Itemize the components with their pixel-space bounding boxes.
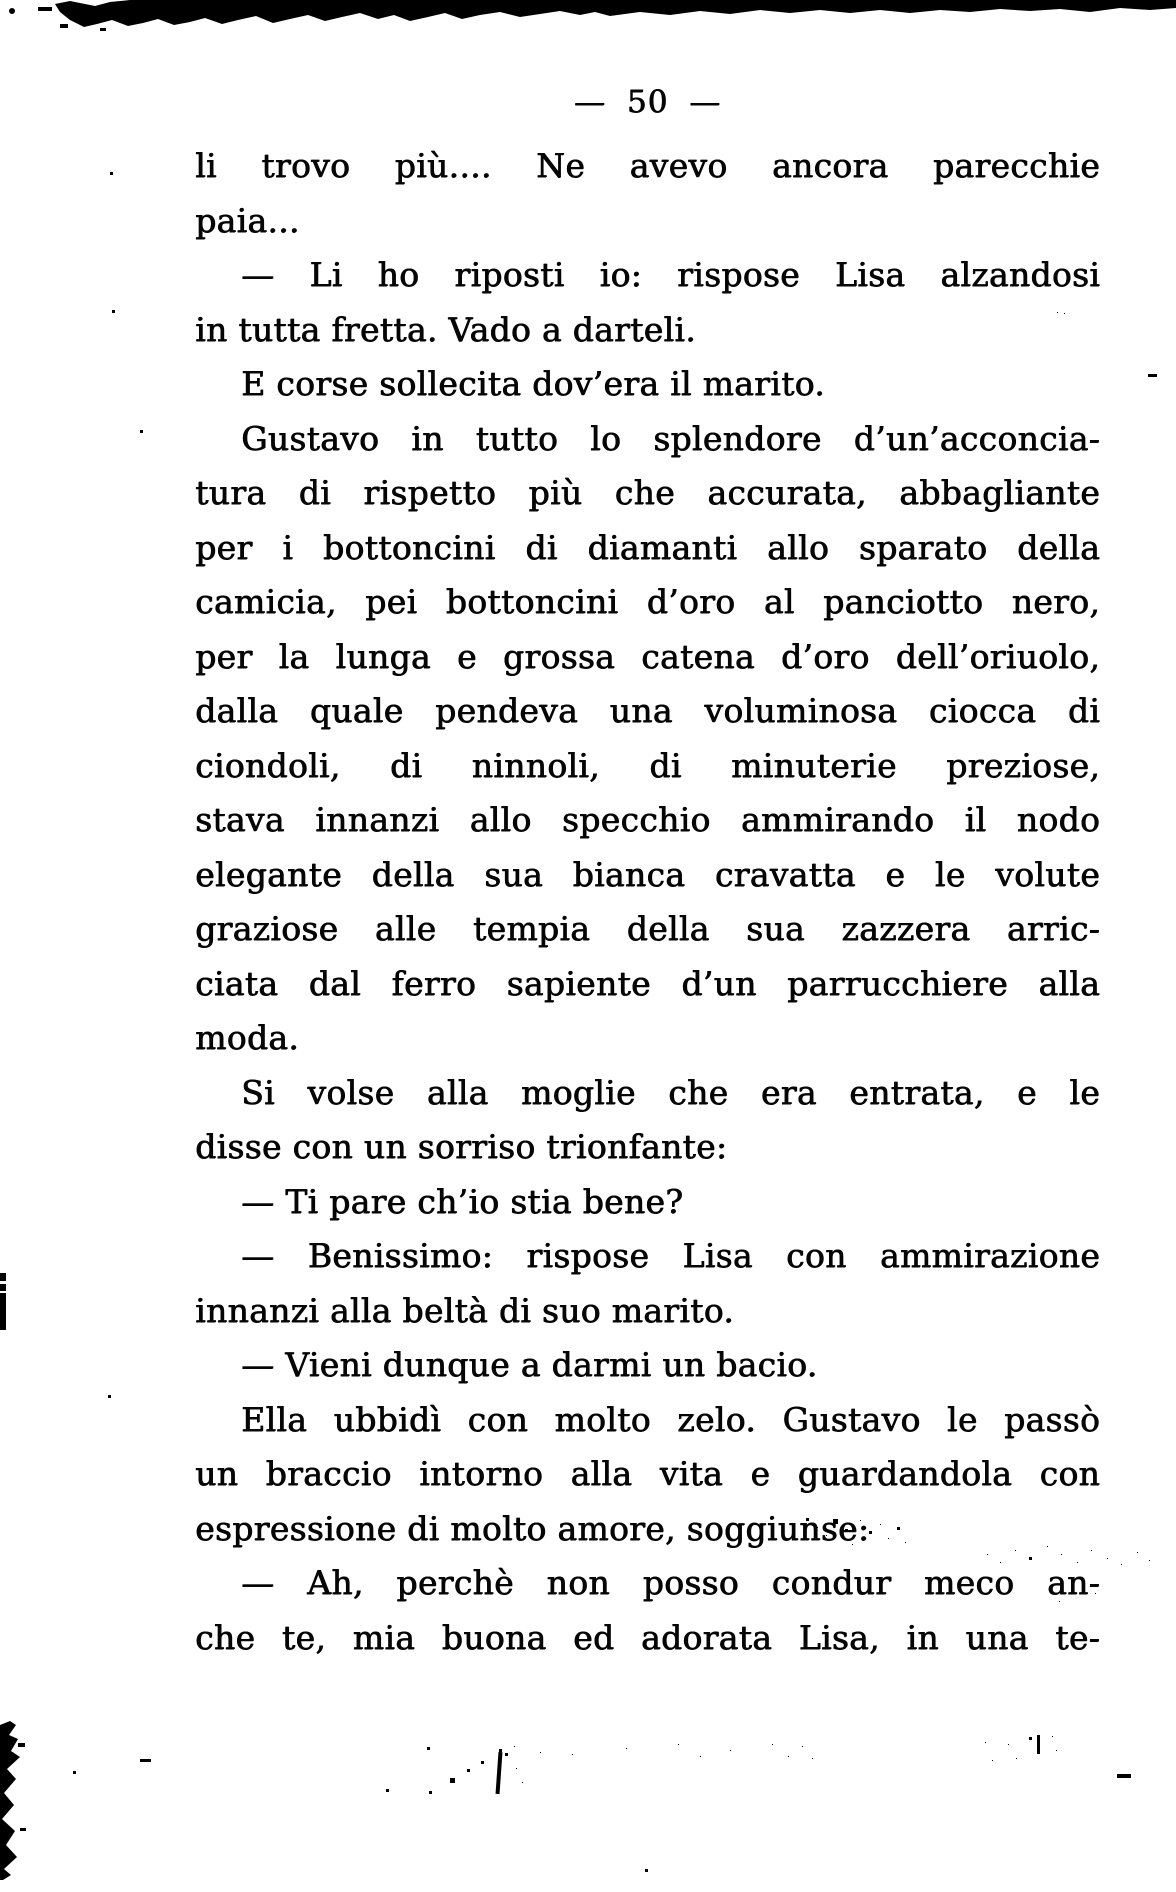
text-line: — Ti pare ch’io stia bene? xyxy=(241,1181,684,1221)
text-line: camicia, pei bottoncini d’oro al panciotto nero, xyxy=(195,582,1100,621)
text-line: graziose alle tempia della sua zazzera arric- xyxy=(195,909,1100,948)
text-line: elegante della sua bianca cravatta e le volute xyxy=(195,854,1100,894)
text-line: Gustavo in tutto lo splendore d’un’acconcia- xyxy=(241,418,1100,458)
scan-artifact xyxy=(1148,374,1157,377)
scan-artifact xyxy=(1037,1735,1040,1751)
text-line: espressione di molto amore, soggiunse: xyxy=(195,1508,870,1548)
ink-blob-artifact xyxy=(0,1713,40,1883)
text-line: ciondoli, di ninnoli, di minuterie preziose, xyxy=(195,745,1100,785)
text-line: Si volse alla moglie che era entrata, e le xyxy=(241,1072,1100,1112)
scan-artifact xyxy=(496,1752,503,1794)
scan-artifact xyxy=(1117,1774,1131,1778)
text-line: in tutta fretta. Vado a darteli. xyxy=(195,309,696,349)
text-block xyxy=(195,139,1100,1665)
text-line: stava innanzi allo specchio ammirando il nodo xyxy=(195,800,1100,839)
scan-artifact xyxy=(0,1284,6,1291)
text-line: li trovo più.... Ne avevo ancora parecchie xyxy=(195,146,1100,185)
scan-artifact xyxy=(0,1273,6,1281)
text-line: per la lunga e grossa catena d’oro dell’oriuolo, xyxy=(195,636,1100,676)
text-line: che te, mia buona ed adorata Lisa, in una te- xyxy=(195,1617,1100,1657)
text-line: un braccio intorno alla vita e guardandola con xyxy=(195,1454,1100,1493)
text-line: innanzi alla beltà di suo marito. xyxy=(195,1290,734,1330)
text-line: moda. xyxy=(195,1018,299,1057)
text-line: — Li ho riposti io: rispose Lisa alzandosi xyxy=(241,255,1100,294)
text-line: — Benissimo: rispose Lisa con ammirazione xyxy=(241,1236,1100,1275)
text-line: ciata dal ferro sapiente d’un parrucchiere alla xyxy=(195,963,1100,1003)
text-line: tura di rispetto più che accurata, abbagliante xyxy=(195,473,1100,512)
text-line: Ella ubbidì con molto zelo. Gustavo le passò xyxy=(241,1399,1100,1439)
scan-artifact xyxy=(140,1759,151,1762)
scan-artifact xyxy=(0,1293,6,1330)
text-line: E corse sollecita dov’era il marito. xyxy=(241,364,825,403)
text-line: — Ah, perchè non posso condur meco an- xyxy=(241,1563,1100,1602)
text-line: disse con un sorriso trionfante: xyxy=(195,1127,728,1166)
text-line: per i bottoncini di diamanti allo sparato della xyxy=(195,527,1100,567)
text-line: — Vieni dunque a darmi un bacio. xyxy=(241,1345,818,1384)
scan-speckles xyxy=(0,0,3,3)
scan-edge-artifact xyxy=(0,0,1176,32)
page-number: — 50 — xyxy=(573,84,722,120)
text-line: dalla quale pendeva una voluminosa ciocca di xyxy=(195,691,1100,730)
text-line: paia... xyxy=(195,200,300,240)
